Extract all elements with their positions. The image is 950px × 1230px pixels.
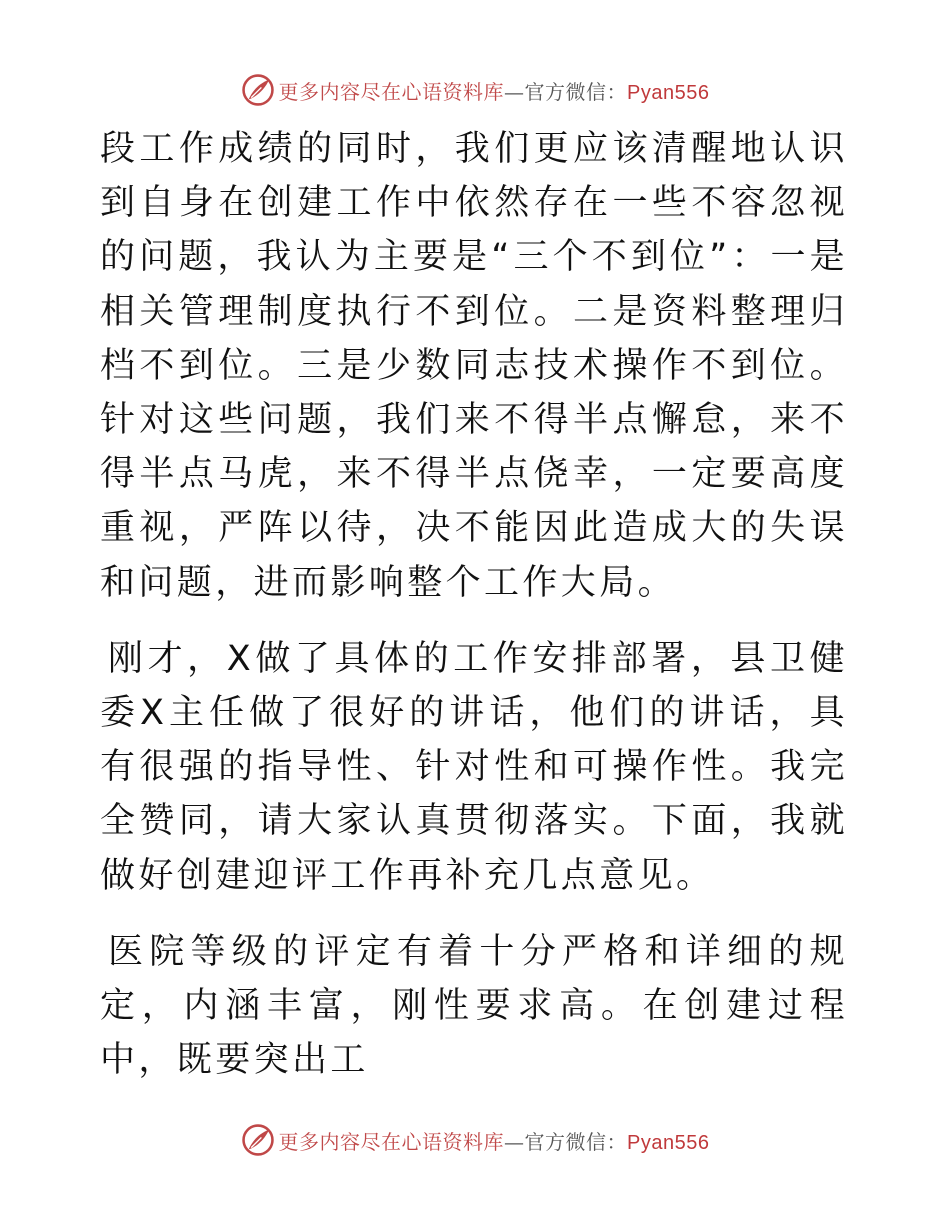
- header-banner: [0, 72, 950, 108]
- footer-promo: 更多内容尽在心语资料库: [278, 1129, 505, 1154]
- paragraph: 医院等级的评定有着十分严格和详细的规定，内涵丰富，刚性要求高。在创建过程中，既要突出工: [100, 931, 848, 1081]
- document-body: [100, 122, 848, 1087]
- paragraph: 刚才，X做了具体的工作安排部署，县卫健委X主任做了很好的讲话，他们的讲话，具有很强的指导性、针对性和可操作性。我完全赞同，请大家认真贯彻落实。下面，我就做好创建迎评工作再补充几点意见。: [100, 638, 848, 896]
- header-wechat-id: Pyan556: [627, 81, 710, 104]
- footer-banner: [0, 1122, 950, 1158]
- footer-wechat-id: Pyan556: [627, 1131, 710, 1154]
- header-wechat-label: 官方微信：: [524, 79, 628, 104]
- quill-pen-logo-icon: [241, 1123, 275, 1157]
- quill-pen-logo-icon: [241, 73, 275, 107]
- footer-promo-text: [279, 1126, 710, 1155]
- header-dash: —: [504, 79, 525, 104]
- header-promo: 更多内容尽在心语资料库: [278, 79, 505, 104]
- header-promo-text: [279, 76, 710, 105]
- footer-wechat-label: 官方微信：: [524, 1129, 628, 1154]
- paragraph: 段工作成绩的同时，我们更应该清醒地认识到自身在创建工作中依然存在一些不容忽视的问题，我认为主要是“三个不到位”：一是相关管理制度执行不到位。二是资料整理归档不到位。三是少数同志技术操作不到位。针对这些问题，我们来不得半点懈怠，来不得半点马虎，来不得半点侥幸，一定要高度重视，严阵以待，决不能因此造成大的失误和问题，进而影响整个工作大局。: [100, 129, 848, 603]
- footer-dash: —: [504, 1129, 525, 1154]
